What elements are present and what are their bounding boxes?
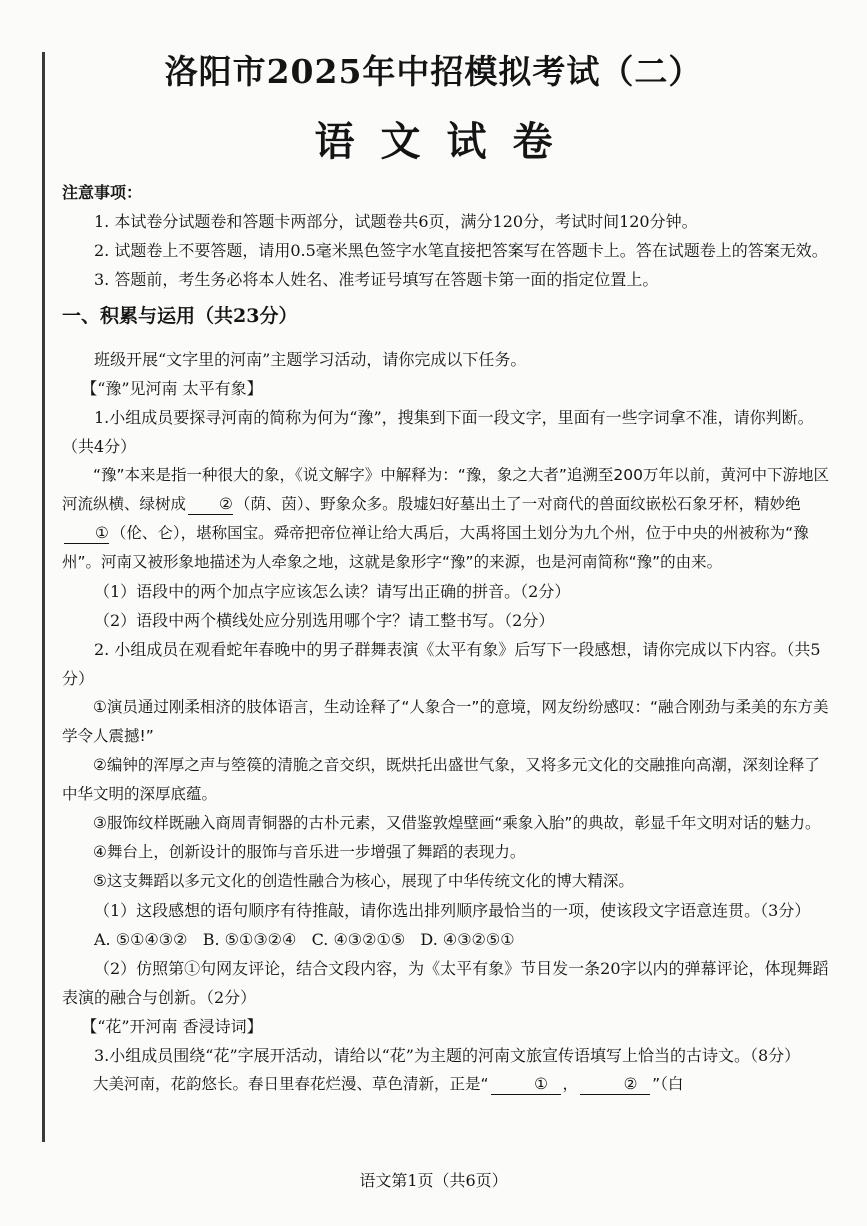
exam-title: 洛阳市2025年中招模拟考试（二） [164,52,703,91]
question-2-sentence-2: ②编钟的浑厚之声与箜篌的清脆之音交织，既烘托出盛世气象，又将多元文化的交融推向高潮，深刻诠释了中华文明的深厚底蕴。 [62,756,820,803]
subsection-heading-2: 【“花”开河南 香浸诗词】 [81,1017,263,1036]
page-footer: 语文第1页（共6页） [359,1171,508,1190]
question-1: 1.小组成员要探寻河南的简称为何为“豫”，搜集到下面一段文字，里面有一些字词拿不准，请你判断。（共4分） [62,408,814,456]
answer-blank: ② [580,1074,650,1095]
passage-text: ， [562,1075,579,1093]
question-3-passage [62,1070,834,1099]
question-2: 2. 小组成员在观看蛇年春晚中的男子群舞表演《太平有象》后写下一段感想，请你完成以下内容。（共5分） [62,640,821,688]
section-intro: 班级开展“文字里的河南”主题学习活动，请你完成以下任务。 [94,350,527,369]
question-2-sentence-5: ⑤这支舞蹈以多元文化的创造性融合为核心，展现了中华传统文化的博大精深。 [93,872,634,890]
notice-heading: 注意事项： [62,183,143,202]
question-2-part-1: （1）这段感想的语句顺序有待推敲，请你选出排列顺序最恰当的一项，使该段文字语意连贯。（3分） [94,901,811,920]
question-2-sentence-4: ④舞台上，创新设计的服饰与音乐进一步增强了舞蹈的表现力。 [93,843,526,861]
notice-item-2: 2. 试题卷上不要答题，请用0.5毫米黑色签字水笔直接把答案写在答题卡上。答在试题卷上的答案无效。 [94,241,828,260]
notice-item-1: 1. 本试卷分试题卷和答题卡两部分，试题卷共6页，满分120分，考试时间120分钟。 [94,212,698,231]
answer-blank: ① [491,1074,561,1095]
question-1-part-2: （2）语段中两个横线处应分别选用哪个字？请工整书写。（2分） [94,611,555,630]
passage-text: （荫、茵）、野象众多。殷墟妇好墓出土了一对商代的兽面纹嵌松石象牙杯，精妙绝 [234,495,801,513]
question-1-passage [62,461,834,577]
exam-subtitle: 语文试卷 [314,118,579,165]
answer-blank: ① [64,523,109,544]
question-2-options: A. ⑤①④③② B. ⑤①③②④ C. ④③②①⑤ D. ④③②⑤① [94,930,515,949]
section-heading: 一、积累与运用（共23分） [62,305,298,327]
question-1-part-1: （1）语段中的两个加点字应该怎么读？请写出正确的拼音。（2分） [94,582,571,601]
notice-item-3: 3. 答题前，考生务必将本人姓名、准考证号填写在答题卡第一面的指定位置上。 [94,270,659,289]
question-3: 3.小组成员围绕“花”字展开活动，请给以“花”为主题的河南文旅宣传语填写上恰当的古诗文。（8分） [94,1046,801,1065]
margin-rule [42,52,45,1142]
passage-text: “豫”本来是指一种很大的象，《说文解字》中解释为：“豫，象之大者”追溯至200万年以前，黄河中下游地区河流纵横、绿树成 [62,466,829,513]
answer-blank: ② [188,494,233,515]
subsection-heading-1: 【“豫”见河南 太平有象】 [81,379,263,398]
exam-content [62,178,834,1099]
passage-text: 大美河南，花韵悠长。春日里春花烂漫、草色清新，正是“ [93,1075,489,1093]
question-2-sentence-3: ③服饰纹样既融入商周青铜器的古朴元素，又借鉴敦煌壁画“乘象入胎”的典故，彰显千年文明对话的魅力。 [93,814,821,832]
passage-text: ”（白 [652,1075,684,1093]
passage-text: （伦、仑），堪称国宝。舜帝把帝位禅让给大禹后，大禹将国土划分为九个州，位于中央的州被称为“豫州”。河南又被形象地描述为人牵象之地，这就是象形字“豫”的来源，也是河南简称“豫”的由来。 [62,524,809,571]
question-2-sentence-1: ①演员通过刚柔相济的肢体语言，生动诠释了“人象合一”的意境，网友纷纷感叹：“融合刚劲与柔美的东方美学令人震撼!” [62,698,829,745]
question-2-part-2: （2）仿照第①句网友评论，结合文段内容，为《太平有象》节目发一条20字以内的弹幕评论，体现舞蹈表演的融合与创新。（2分） [62,959,829,1007]
